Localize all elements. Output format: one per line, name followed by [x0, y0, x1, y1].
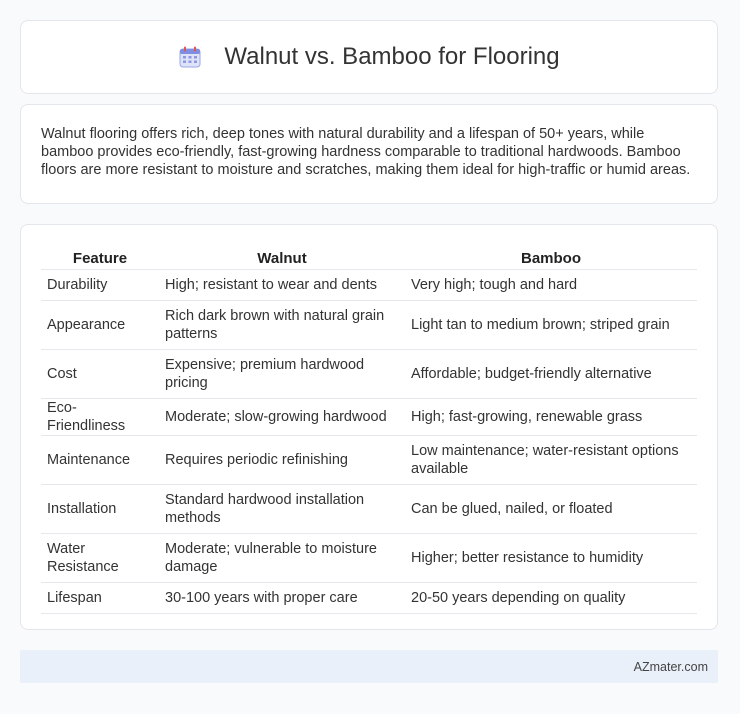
table-row	[41, 399, 697, 436]
cell-feature: Appearance	[41, 301, 159, 350]
title-row	[178, 43, 559, 71]
cell-feature: Cost	[41, 350, 159, 399]
cell-bamboo: High; fast-growing, renewable grass	[405, 399, 697, 436]
footer	[20, 650, 718, 683]
cell-feature: Installation	[41, 485, 159, 534]
cell-walnut: Requires periodic refinishing	[159, 436, 405, 485]
table-header-row	[41, 245, 697, 270]
cell-walnut: Standard hardwood installation methods	[159, 485, 405, 534]
calendar-icon	[178, 45, 202, 69]
cell-bamboo: Very high; tough and hard	[405, 270, 697, 301]
cell-walnut: Moderate; vulnerable to moisture damage	[159, 534, 405, 583]
summary-card	[20, 104, 718, 204]
cell-bamboo: Can be glued, nailed, or floated	[405, 485, 697, 534]
summary-text: Walnut flooring offers rich, deep tones with natural durability and a lifespan of 50+ years, while bamboo provides eco-friendly, fast-growing hardness comparable to traditional hardwoods. Bamboo floors are more resistant to moisture and scratches, making them ideal for high-traffic or humid areas.	[41, 126, 691, 178]
comparison-table	[41, 245, 697, 614]
cell-bamboo: 20-50 years depending on quality	[405, 583, 697, 614]
comparison-card	[20, 224, 718, 630]
header-bamboo: Bamboo	[405, 245, 697, 270]
table-row	[41, 301, 697, 350]
cell-walnut: High; resistant to wear and dents	[159, 270, 405, 301]
cell-walnut: Expensive; premium hardwood pricing	[159, 350, 405, 399]
cell-feature: Lifespan	[41, 583, 159, 614]
cell-walnut: Rich dark brown with natural grain patterns	[159, 301, 405, 350]
cell-walnut: 30-100 years with proper care	[159, 583, 405, 614]
cell-feature: Water Resistance	[41, 534, 159, 583]
page-title: Walnut vs. Bamboo for Flooring	[224, 43, 560, 70]
cell-bamboo: Low maintenance; water-resistant options available	[405, 436, 697, 485]
cell-feature: Maintenance	[41, 436, 159, 485]
title-card	[20, 20, 718, 94]
footer-brand: AZmater.com	[633, 659, 708, 674]
table-row	[41, 350, 697, 399]
table-row	[41, 583, 697, 614]
cell-walnut: Moderate; slow-growing hardwood	[159, 399, 405, 436]
cell-bamboo: Higher; better resistance to humidity	[405, 534, 697, 583]
cell-feature: Durability	[41, 270, 159, 301]
cell-feature: Eco-Friendliness	[41, 399, 159, 436]
cell-bamboo: Affordable; budget-friendly alternative	[405, 350, 697, 399]
table-row	[41, 270, 697, 301]
header-walnut: Walnut	[159, 245, 405, 270]
table-row	[41, 485, 697, 534]
table-row	[41, 436, 697, 485]
cell-bamboo: Light tan to medium brown; striped grain	[405, 301, 697, 350]
header-feature: Feature	[41, 245, 159, 270]
table-row	[41, 534, 697, 583]
